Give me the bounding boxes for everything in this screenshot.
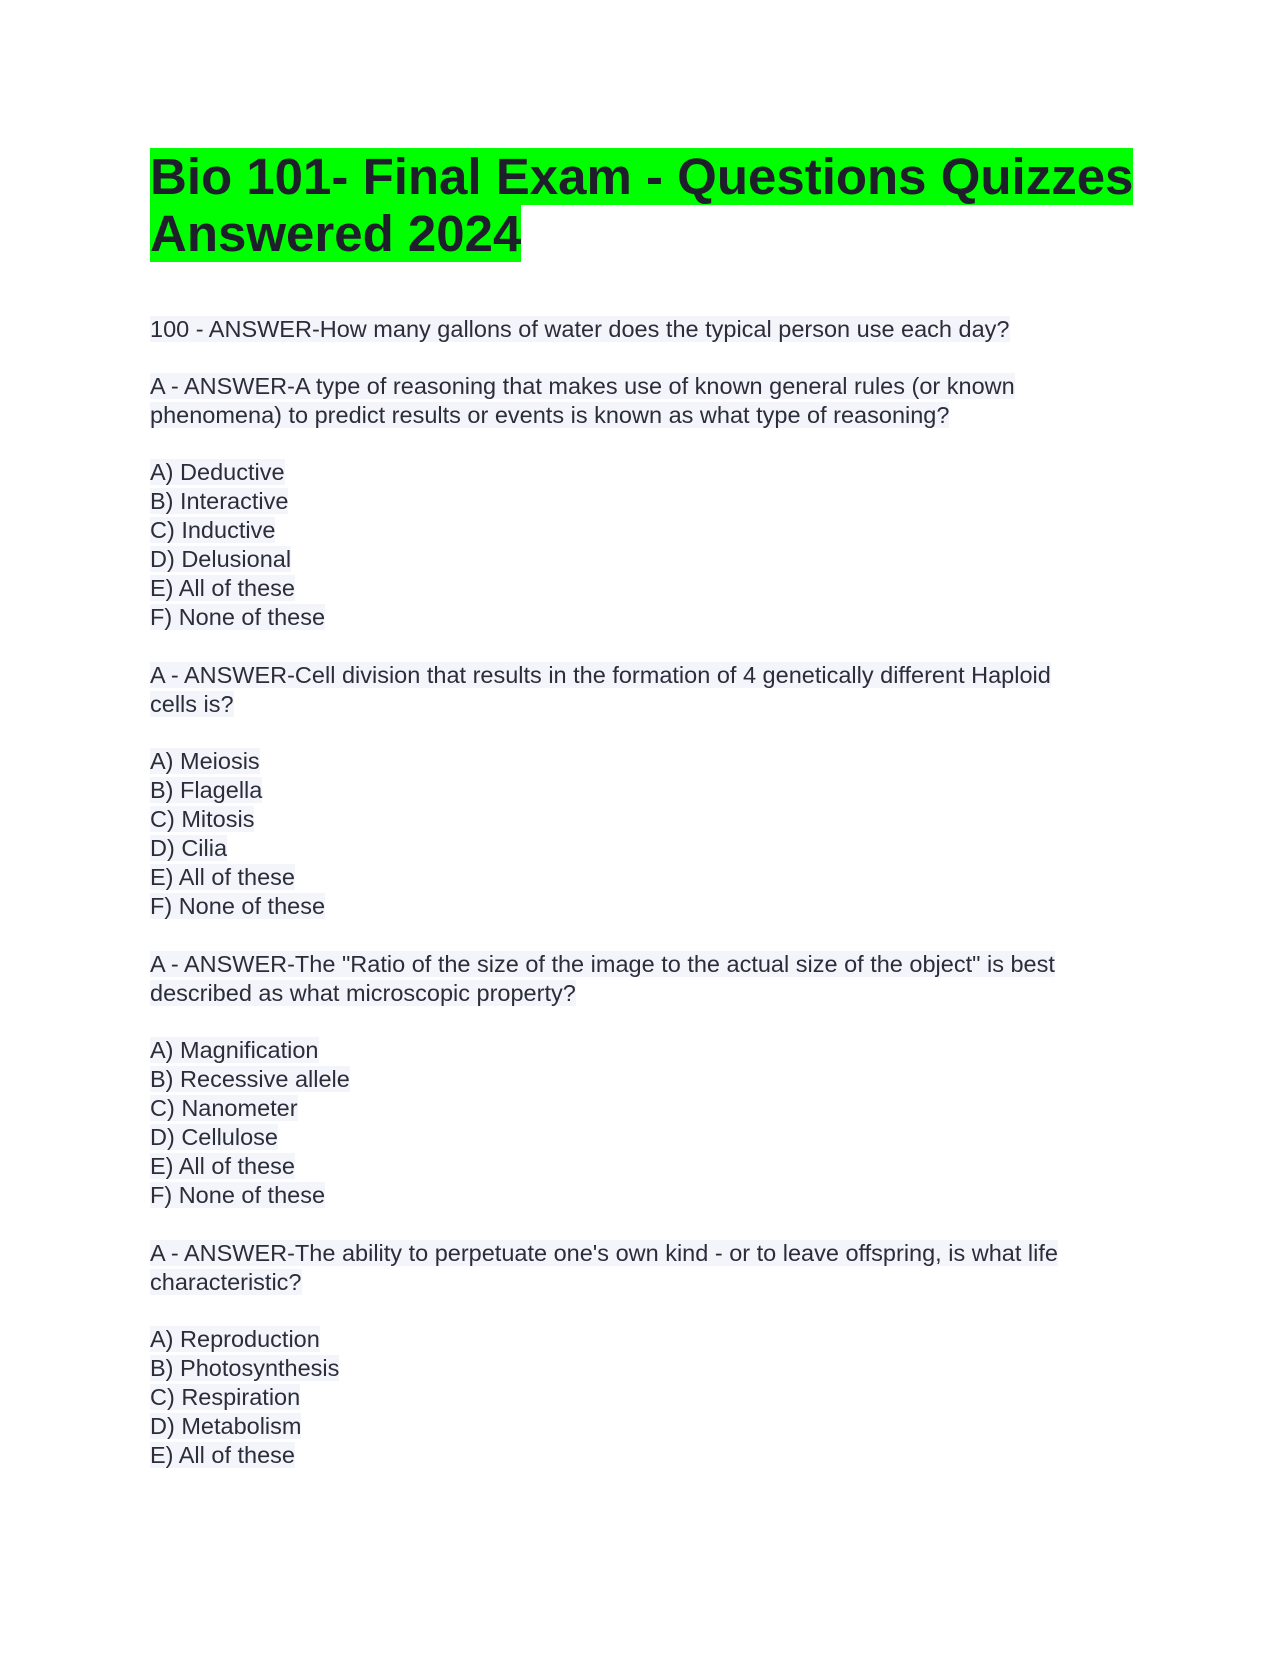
question-text <box>150 661 1150 719</box>
option-item: E) All of these <box>150 1442 295 1468</box>
option-item: F) None of these <box>150 893 326 919</box>
option-item: E) All of these <box>150 1153 295 1179</box>
option-item: B) Recessive allele <box>150 1066 350 1092</box>
option-item: A) Reproduction <box>150 1326 320 1352</box>
option-item: D) Cilia <box>150 835 228 861</box>
option-item: C) Nanometer <box>150 1095 298 1121</box>
option-item: F) None of these <box>150 1182 326 1208</box>
question-text <box>150 372 1150 430</box>
question-line: phenomena) to predict results or events is known as what type of reasoning? <box>150 402 950 428</box>
option-item: D) Cellulose <box>150 1124 278 1150</box>
question-text <box>150 315 1150 344</box>
document-page <box>150 148 1150 1499</box>
option-item: F) None of these <box>150 604 326 630</box>
option-item: C) Mitosis <box>150 806 255 832</box>
question-text <box>150 950 1150 1008</box>
document-content <box>150 315 1150 1470</box>
option-list <box>150 747 1150 921</box>
option-item: D) Delusional <box>150 546 292 572</box>
option-item: C) Respiration <box>150 1384 301 1410</box>
question-line: A - ANSWER-The "Ratio of the size of the image to the actual size of the object" is best <box>150 951 1055 977</box>
option-item: C) Inductive <box>150 517 276 543</box>
title-line-2: Answered 2024 <box>150 205 522 262</box>
question-text <box>150 1239 1150 1297</box>
question-line: 100 - ANSWER-How many gallons of water does the typical person use each day? <box>150 316 1010 342</box>
option-list <box>150 458 1150 632</box>
title-line-1: Bio 101- Final Exam - Questions Quizzes <box>150 148 1134 205</box>
document-title <box>150 148 1150 262</box>
option-item: E) All of these <box>150 575 295 601</box>
option-item: D) Metabolism <box>150 1413 302 1439</box>
option-item: B) Interactive <box>150 488 289 514</box>
question-line: A - ANSWER-Cell division that results in the formation of 4 genetically different Haploid <box>150 662 1051 688</box>
option-item: A) Deductive <box>150 459 285 485</box>
option-list <box>150 1325 1150 1470</box>
option-list <box>150 1036 1150 1210</box>
option-item: A) Magnification <box>150 1037 319 1063</box>
question-line: A - ANSWER-A type of reasoning that makes use of known general rules (or known <box>150 373 1015 399</box>
option-item: B) Flagella <box>150 777 263 803</box>
question-line: A - ANSWER-The ability to perpetuate one's own kind - or to leave offspring, is what life <box>150 1240 1058 1266</box>
question-line: cells is? <box>150 691 234 717</box>
option-item: A) Meiosis <box>150 748 260 774</box>
option-item: B) Photosynthesis <box>150 1355 340 1381</box>
option-item: E) All of these <box>150 864 295 890</box>
question-line: characteristic? <box>150 1269 302 1295</box>
question-line: described as what microscopic property? <box>150 980 576 1006</box>
